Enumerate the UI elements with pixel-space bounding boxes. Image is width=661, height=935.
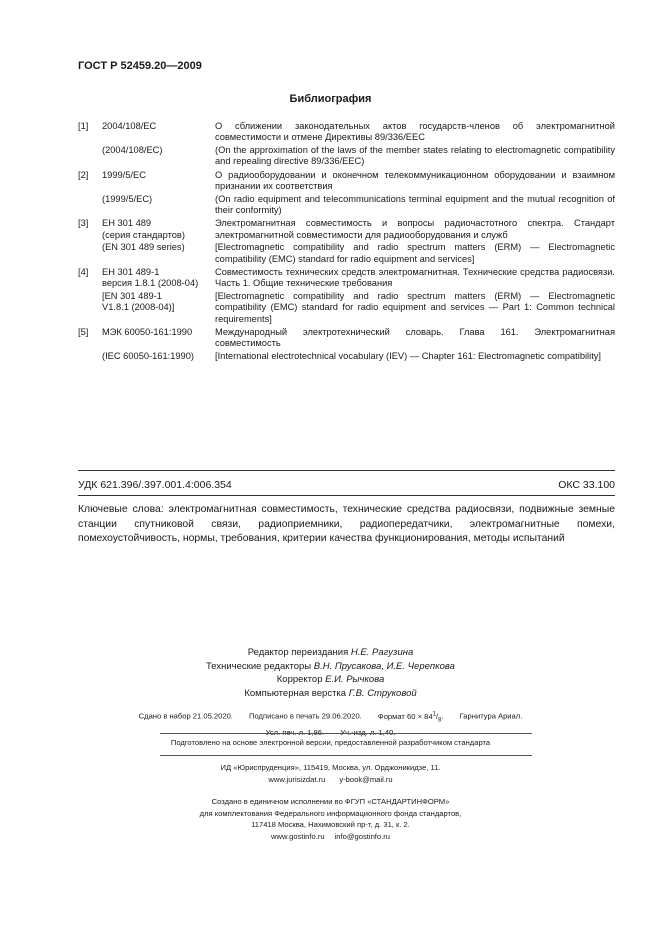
credits-block — [0, 646, 661, 700]
paper-format: Формат $60 \times 84^1/_8$. — [377, 711, 444, 724]
document-header: ГОСТ Р 52459.20—2009 — [78, 60, 202, 72]
submitted-date: Сдано в набор 21.05.2020. — [138, 711, 233, 721]
document-code: МЭК 60050-161:1990 — [102, 327, 193, 338]
document-description: [International electrotechnical vocabulary (IEV) — Chapter 161: Electromagnetic compatibility] — [215, 351, 602, 362]
keywords-paragraph: Ключевые слова: электромагнитная совместимость, технические средства радиосвязи, подвижные земные станции спутниковой связи, радиоприемники, радиопередатчики, электромагнитные помехи, помехоустойчивость, нормы, требования, критерии качества функционирования, методы испытаний — [78, 504, 615, 544]
producer-info: Создано в единичном исполнении во ФГУП «СТАНДАРТИНФОРМ» для комплектования Федерального информационного фонда стандартов, 117418 Москва, Нахимовский пр-т, д. 31, к. 2. www.gostinfo.ru info@gostinfo.ru — [199, 797, 462, 841]
entry-number: [1] — [78, 121, 89, 131]
document-description: (On the approximation of the laws of the member states relating to electromagnetic compatibility and repealing directive 89/336/EEC) — [215, 145, 615, 167]
credit-line: Корректор Е.И. Рычкова — [276, 674, 385, 685]
document-description: Международный электротехнический словарь. Глава 161. Электромагнитная совместимость — [215, 327, 615, 349]
oks-code: ОКС 33.100 — [558, 479, 615, 491]
document-description: Совместимость технических средств электромагнитная. Технические средства радиосвязи. Часть 1. Общие технические требования — [215, 267, 615, 289]
divider-line — [78, 495, 615, 496]
document-code: [EN 301 489-1 V1.8.1 (2008-04)] — [102, 291, 175, 313]
bibliography-entry — [78, 267, 615, 325]
entry-number — [78, 242, 102, 265]
bibliography-row — [78, 291, 615, 325]
bibliography-row — [78, 170, 615, 193]
divider-line — [78, 470, 615, 471]
document-description: Электромагнитная совместимость и вопросы радиочастотного спектра. Стандарт электромагнитной совместимости для радиооборудования и служб — [215, 218, 615, 240]
bibliography-row — [78, 327, 615, 350]
bibliography-entry — [78, 327, 615, 362]
divider-line — [160, 755, 532, 756]
bibliography-row — [78, 218, 615, 241]
document-code: (EN 301 489 series) — [102, 242, 185, 253]
bibliography-title: Библиография — [289, 93, 372, 105]
credit-line: Компьютерная верстка Г.В. Струковой — [244, 687, 417, 699]
document-description: [Electromagnetic compatibility and radio spectrum matters (ERM) — Electromagnetic compatibility (EMC) standard for radio equipment and services] — [215, 242, 615, 264]
entry-number: [3] — [78, 218, 89, 229]
document-code: (2004/108/ЕС) — [102, 145, 163, 156]
entry-number — [78, 351, 102, 362]
publisher-email-link[interactable]: y-book@mail.ru — [339, 775, 393, 784]
document-code: ЕН 301 489 (серия стандартов) — [102, 218, 185, 240]
publication-info — [0, 708, 661, 739]
document-code: (IEC 60050-161:1990) — [102, 351, 194, 362]
publisher-info: ИД «Юриспруденция», 115419, Москва, ул. Орджоникидзе, 11. www.jurisizdat.ru y-book@mail.ru — [220, 763, 441, 784]
bibliography-row — [78, 121, 615, 144]
document-code: 1999/5/ЕС — [102, 169, 146, 180]
typeface: Гарнитура Ариал. — [459, 711, 523, 721]
bibliography-list — [78, 121, 615, 364]
document-description: О радиооборудовании и оконечном телекоммуникационном оборудовании и взаимном признании их соответствия — [215, 169, 615, 191]
document-code: 2004/108/ЕС — [102, 121, 157, 131]
entry-number — [78, 194, 102, 217]
bibliography-row — [78, 351, 615, 362]
entry-number: [4] — [78, 267, 89, 278]
bibliography-entry — [78, 121, 615, 168]
credit-line: Технические редакторы В.Н. Прусакова, И.Е. Черепкова — [206, 660, 455, 672]
udk-code: УДК 621.396/.397.001.4:006.354 — [78, 479, 232, 491]
entry-number: [5] — [78, 327, 89, 338]
document-description: (On radio equipment and telecommunications terminal equipment and the mutual recognition of their conformity) — [215, 193, 615, 216]
bibliography-row — [78, 242, 615, 265]
bibliography-row — [78, 267, 615, 290]
entry-number — [78, 291, 102, 325]
producer-site-link[interactable]: www.gostinfo.ru — [270, 831, 325, 841]
signed-date: Подписано в печать 29.06.2020. — [249, 711, 362, 721]
document-code: (1999/5/ЕС) — [102, 193, 153, 204]
producer-email-link[interactable]: info@gostinfo.ru — [334, 831, 391, 841]
bibliography-entry — [78, 170, 615, 217]
document-description: [Electromagnetic compatibility and radio spectrum matters (ERM) — Electromagnetic compatibility (EMC) standard for radio equipment and services — Part 1: Common technical requirements] — [215, 291, 615, 324]
source-note: Подготовлено на основе электронной версии, предоставленной разработчиком стандарта — [170, 738, 491, 747]
credit-line: Редактор переиздания Н.Е. Рагузина — [247, 647, 414, 658]
divider-line — [160, 733, 532, 734]
bibliography-row — [78, 145, 615, 168]
bibliography-entry — [78, 218, 615, 265]
document-description: О сближении законодательных актов государств-членов об электромагнитной совместимости и отмене Директивы 89/336/ЕЕС — [215, 121, 615, 143]
entry-number: [2] — [78, 169, 89, 180]
document-code: ЕН 301 489-1 версия 1.8.1 (2008-04) — [102, 267, 199, 289]
entry-number — [78, 145, 102, 168]
publisher-site-link[interactable]: www.jurisizdat.ru — [268, 775, 326, 784]
bibliography-row — [78, 194, 615, 217]
